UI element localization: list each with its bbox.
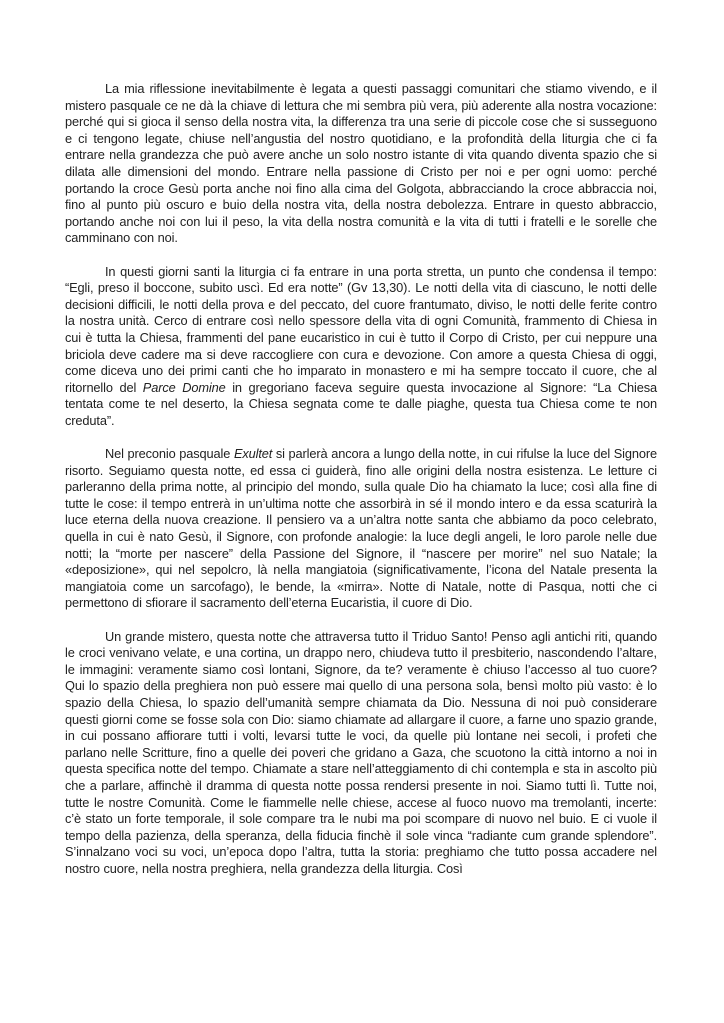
italic-term: Exultet [233,446,273,462]
text-segment: Un grande mistero, questa notte che attraversa tutto il Triduo Santo! Penso agli antichi riti, quando le croci venivano velate, e una cortina, un drappo nero, chiudeva tutto il presbiterio, nascondendo l’altare, le immagini: veramente siamo così lontani, Signore, da te? veramente è chiuso l’accesso al tuo cuore? Qui lo spazio della preghiera non può essere mai quello di una persona sola, bensì molto più vasto: è lo spazio della Chiesa, lo spazio dell’umanità sempre chiamata da Dio. Nessuna di noi può considerare questi giorni come se fosse sola con Dio: siamo chiamate ad allargare il cuore, a farne uno spazio grande, in cui possano affiorare tutti i volti, levarsi tutte le voci, da quelle più lontane nei secoli, i profeti che parlano nelle Scritture, fino a quelle dei poveri che gridano a Gaza, che scuotono la città intorno a noi in questa specifica notte del tempo. Chiamate a stare nell’atteggiamento di chi contempla e sta in ascolto più che a parlare, affinchè il dramma di questa notte possa rendersi presente in noi. Siamo tutti lì. Tutte noi, tutte le nostre Comunità. Come le fiammelle nelle chiese, accese al fuoco nuovo ma tremolanti, incerte: c’è stato un forte temporale, il sole compare tra le nubi ma poi scompare di nuovo nel buio. E ci vuole il tempo della pazienza, della speranza, della fiducia finchè il sole vinca “radiante cum grande splendore”. S’innalzano voci su voci, un’epoca dopo l’altra, tutta la storia: preghiamo che tutto possa accadere nel nostro cuore, nella nostra preghiera, nella grandezza della liturgia. Così [65,628,657,876]
text-segment: La mia riflessione inevitabilmente è legata a questi passaggi comunitari che stiamo vivendo, e il mistero pasquale ce ne dà la chiave di lettura che mi sembra più vera, più aderente alla nostra vocazione: perché qui si gioca il senso della nostra vita, la differenza tra una serie di piccole cose che si susseguono e ci tengono legate, chiuse nell’angustia del nostro quotidiano, e la profondità della liturgia che ci fa entrare nella grandezza che può avere anche un solo nostro istante di vita quando diventa spazio che si dilata alle dimensioni del mondo. Entrare nella passione di Cristo per noi e per ogni uomo: perché portando la croce Gesù porta anche noi fino alla cima del Golgota, abbracciando la croce abbraccia noi, fino al punto più oscuro e buio della nostra vita, della nostra debolezza. Entrare in questo abbraccio, portando anche noi con lui il peso, la vita della nostra comunità e la vita di tutti i fratelli e le sorelle che camminano con noi. [65,81,657,246]
paragraph-3 [65,446,657,612]
text-segment: In questi giorni santi la liturgia ci fa entrare in una porta stretta, un punto che condensa il tempo: “Egli, preso il boccone, subito uscì. Ed era notte” (Gv 13,30). Le notti della vita di ciascuno, le notti delle decisioni difficili, le notti della prova e del peccato, del cuore frantumato, diviso, le notti delle ferite contro la nostra unità. Cerco di entrare così nello spessore della vita di ogni Comunità, frammento di Chiesa in cui è tutta la Chiesa, frammenti del pane eucaristico in cui è tutto il Corpo di Cristo, per cui neppure una briciola deve cadere ma si deve raccogliere con cura e devozione. Con amore a questa Chiesa di oggi, come diceva uno dei primi canti che ho imparato in monastero e mi ha sempre toccato il cuore, che al ritornello del [65,263,657,395]
text-segment: si parlerà ancora a lungo della notte, in cui rifulse la luce del Signore risorto. Seguiamo questa notte, ed essa ci guiderà, fino alle origini della nostra esistenza. Le letture ci parleranno della prima notte, al principio del mondo, sulla quale Dio ha chiamato la luce; così alla fine di tutte le cose: il tempo entrerà in un’ultima notte che assorbirà in sé il mondo intero e da essa scaturirà la luce eterna della nuova creazione. Il pensiero va a un’altra notte santa che abbiamo da poco celebrato, quella in cui è nato Gesù, il Signore, con profonde analogie: la luce degli angeli, le loro parole nelle due notti; la “morte per nascere” della Passione del Signore, il “nascere per morire” nel suo Natale; la «deposizione», qui nel sepolcro, là nella mangiatoia (significativamente, l’icona del Natale presenta la mangiatoia come un sarcofago), le bende, la «mirra». Notte di Natale, notte di Pasqua, notti che ci permettono di sfiorare il sacramento dell’eterna Eucaristia, il cuore di Dio. [65,446,657,611]
paragraph-2 [65,264,657,430]
paragraph-1 [65,81,657,247]
text-segment: Nel preconio pasquale [105,446,234,462]
text-segment: in gregoriano faceva seguire questa invocazione al Signore: “La Chiesa tentata come te nel deserto, la Chiesa segnata come te dalle piaghe, questa tua Chiesa come te non creduta”. [65,379,658,428]
italic-term: Parce Domine [142,379,226,395]
paragraph-4 [65,629,657,878]
text-body [65,81,657,878]
